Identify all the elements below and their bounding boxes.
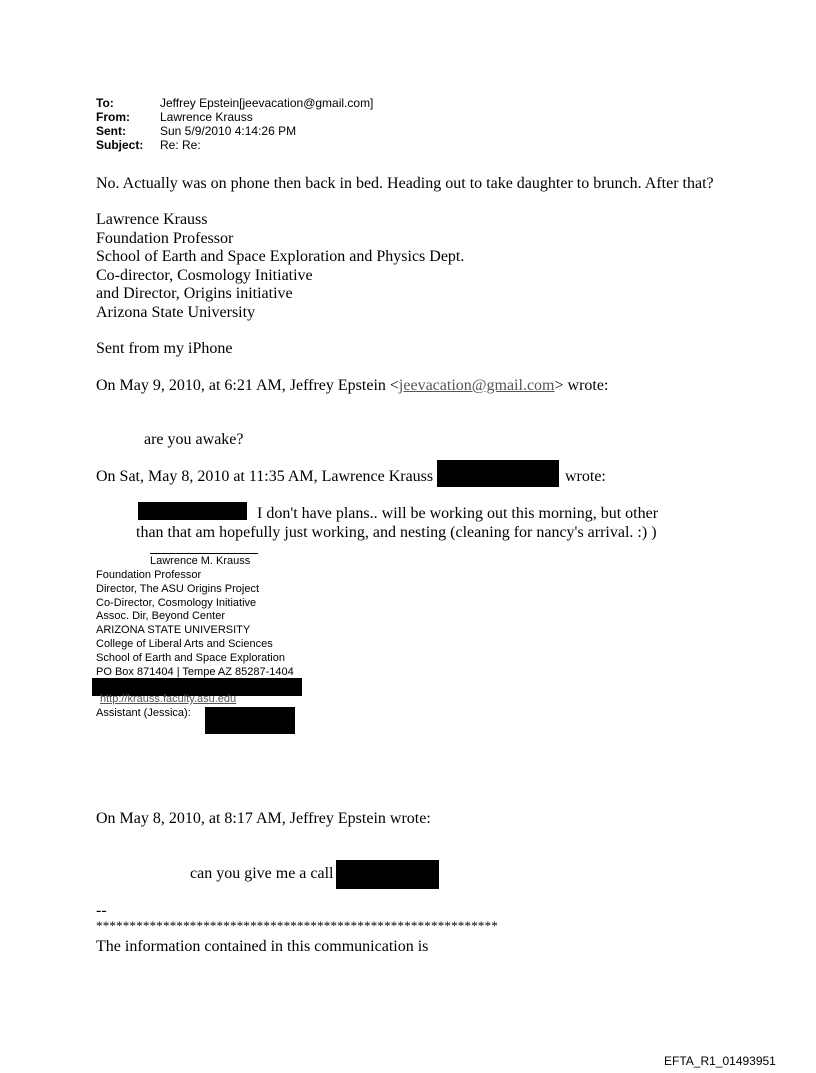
quote1-suffix: > wrote: xyxy=(554,377,609,394)
sent-value: Sun 5/9/2010 4:14:26 PM xyxy=(160,124,297,138)
sig2-url-link[interactable]: http://krauss.faculty.asu.edu xyxy=(100,693,237,705)
sig2-line: ARIZONA STATE UNIVERSITY xyxy=(96,624,251,637)
sig2-line: Assoc. Dir, Beyond Center xyxy=(96,610,226,623)
quote3-text: can you give me a call xyxy=(190,865,334,882)
signature-line: Lawrence Krauss xyxy=(96,211,208,228)
subject-label: Subject: xyxy=(96,138,144,152)
sig2-line: PO Box 871404 | Tempe AZ 85287-1404 xyxy=(96,665,294,678)
sig2-line: Director, The ASU Origins Project xyxy=(96,582,260,595)
quote1-header xyxy=(96,377,608,396)
quote2-suffix: wrote: xyxy=(565,468,606,485)
to-value: Jeffrey Epstein[jeevacation@gmail.com] xyxy=(160,96,374,110)
signature-line: and Director, Origins initiative xyxy=(96,285,293,302)
quote1-email-link[interactable]: jeevacation@gmail.com xyxy=(398,377,555,394)
sig2-line: Co-Director, Cosmology Initiative xyxy=(96,596,257,609)
quote2-prefix: On Sat, May 8, 2010 at 11:35 AM, Lawrence Krauss xyxy=(96,468,434,485)
quote3-header: On May 8, 2010, at 8:17 AM, Jeffrey Epstein wrote: xyxy=(96,810,431,827)
footer-text: The information contained in this communication is xyxy=(96,938,429,955)
quote1-prefix: On May 9, 2010, at 6:21 AM, Jeffrey Epstein < xyxy=(96,377,399,394)
dash-separator: -- xyxy=(96,902,107,919)
from-label: From: xyxy=(96,110,130,124)
redaction-box xyxy=(205,707,295,734)
signature-line: School of Earth and Space Exploration and Physics Dept. xyxy=(96,248,465,265)
sent-label: Sent: xyxy=(96,124,126,138)
quote1-text: are you awake? xyxy=(144,431,244,448)
signature-line: Arizona State University xyxy=(96,303,256,321)
sig2-line: Foundation Professor xyxy=(96,569,202,581)
reply-text: No. Actually was on phone then back in bed. Heading out to take daughter to brunch. After that? xyxy=(96,175,714,192)
to-label: To: xyxy=(96,96,114,110)
sig2-line: College of Liberal Arts and Sciences xyxy=(96,638,273,650)
quote2-line2: than that am hopefully just working, and nesting (cleaning for nancy's arrival. :) ) xyxy=(136,523,657,541)
signature-line: Co-director, Cosmology Initiative xyxy=(96,266,313,284)
redaction-box xyxy=(336,860,439,889)
signature-rule xyxy=(150,553,258,554)
sig2-name: Lawrence M. Krauss xyxy=(150,555,251,567)
redaction-box xyxy=(437,460,559,487)
sent-from: Sent from my iPhone xyxy=(96,340,233,357)
star-separator: ************************************************************ xyxy=(96,918,498,933)
from-value: Lawrence Krauss xyxy=(160,110,253,124)
subject-value: Re: Re: xyxy=(160,138,201,152)
sig2-assistant: Assistant (Jessica): xyxy=(96,707,191,719)
quote2-line1: I don't have plans.. will be working out this morning, but other xyxy=(257,505,659,522)
signature-line: Foundation Professor xyxy=(96,229,234,247)
document-id: EFTA_R1_01493951 xyxy=(664,1054,776,1068)
sig2-line: School of Earth and Space Exploration xyxy=(96,651,285,664)
redaction-box xyxy=(138,502,247,520)
